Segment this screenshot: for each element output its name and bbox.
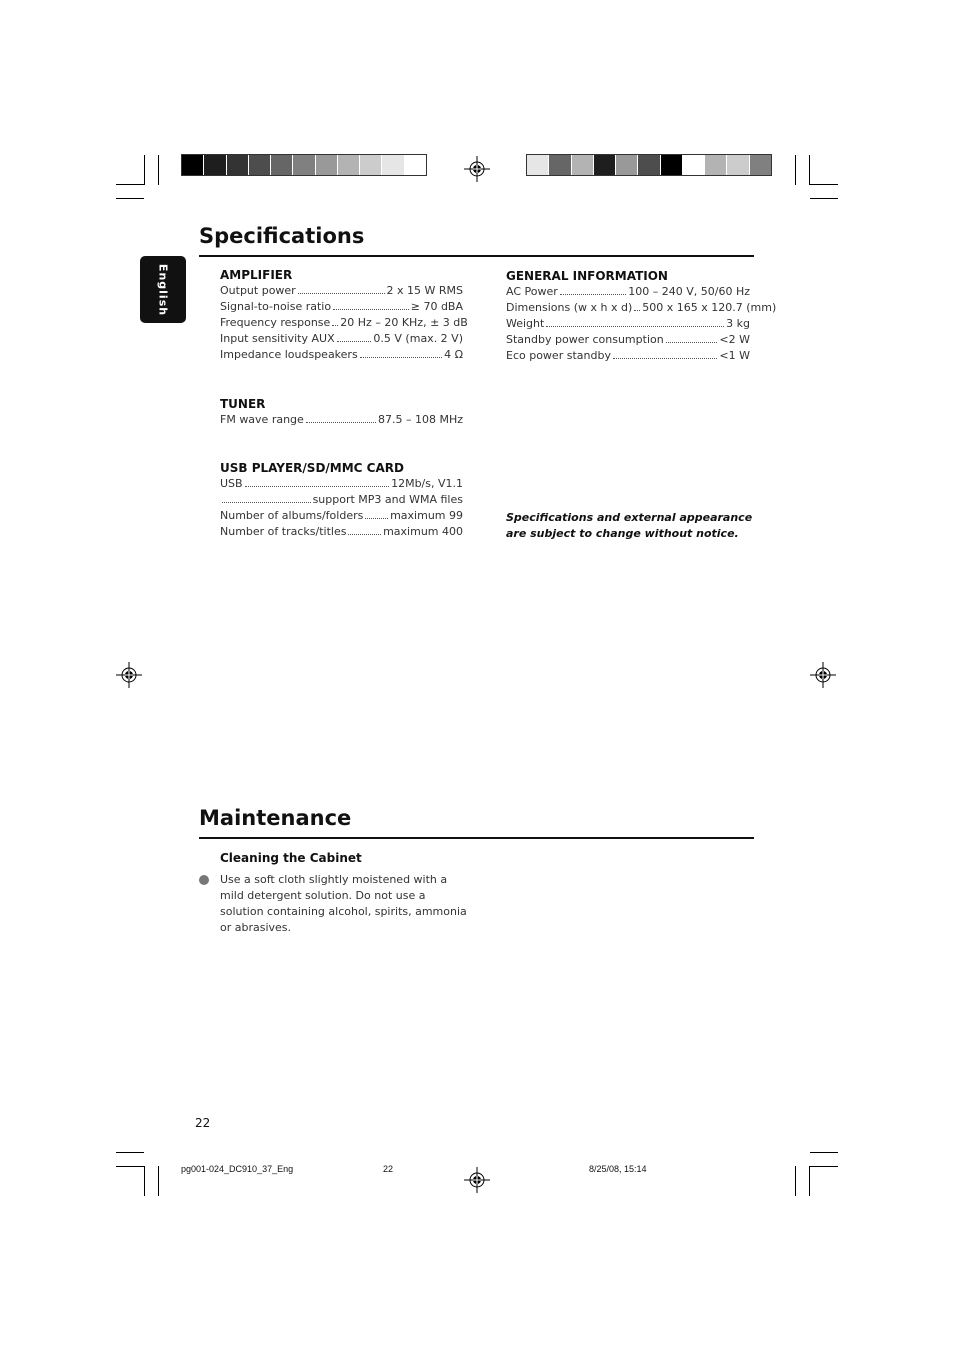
spec-value: maximum 400 xyxy=(383,525,463,538)
crop-mark xyxy=(144,155,145,185)
color-swatch xyxy=(616,155,638,175)
color-swatch xyxy=(727,155,749,175)
color-swatch xyxy=(182,155,204,175)
spec-value: ≥ 70 dBA xyxy=(410,300,463,313)
crop-mark xyxy=(810,1152,838,1153)
color-swatch xyxy=(683,155,705,175)
maintenance-title: Maintenance xyxy=(199,806,352,830)
registration-mark-icon xyxy=(464,156,490,182)
specifications-title: Specifications xyxy=(199,224,365,248)
specifications-rule xyxy=(199,255,754,257)
page-number: 22 xyxy=(195,1116,211,1130)
leader-dots xyxy=(613,358,717,359)
leader-dots xyxy=(546,326,724,327)
color-swatch xyxy=(405,155,426,175)
language-tab-label: English xyxy=(156,263,170,316)
general-information-heading: GENERAL INFORMATION xyxy=(506,269,668,283)
spec-label: Input sensitivity AUX xyxy=(220,332,335,345)
leader-dots xyxy=(298,293,385,294)
spec-value: 500 x 165 x 120.7 (mm) xyxy=(642,301,777,314)
crop-mark xyxy=(158,155,159,185)
amplifier-heading: AMPLIFIER xyxy=(220,268,293,282)
leader-dots xyxy=(337,341,372,342)
spec-value: maximum 99 xyxy=(390,509,463,522)
spec-value: 87.5 – 108 MHz xyxy=(377,413,463,426)
spec-label: Signal-to-noise ratio xyxy=(220,300,332,313)
leader-dots xyxy=(332,325,338,326)
footer-page: 22 xyxy=(383,1164,394,1174)
spec-label: Frequency response xyxy=(220,316,331,329)
leader-dots xyxy=(333,309,409,310)
spec-row xyxy=(220,284,463,300)
crop-mark xyxy=(809,155,810,185)
crop-mark xyxy=(810,1166,838,1167)
leader-dots xyxy=(245,486,389,487)
footer-file-name: pg001-024_DC910_37_Eng xyxy=(181,1164,294,1174)
spec-label: Weight xyxy=(506,317,545,330)
spec-value: 20 Hz – 20 KHz, ± 3 dB xyxy=(340,316,468,329)
color-swatch xyxy=(572,155,594,175)
color-swatch xyxy=(249,155,271,175)
spec-row xyxy=(506,285,750,301)
crop-mark xyxy=(810,198,838,199)
spec-row xyxy=(220,477,463,493)
spec-row xyxy=(220,509,463,525)
spec-row xyxy=(506,333,750,349)
color-swatch xyxy=(549,155,571,175)
color-swatch xyxy=(227,155,249,175)
spec-row xyxy=(220,493,463,509)
language-tab xyxy=(140,256,186,323)
color-swatch xyxy=(638,155,660,175)
leader-dots xyxy=(560,294,626,295)
registration-mark-icon xyxy=(810,662,836,688)
amplifier-spec-list xyxy=(220,284,468,364)
color-swatch xyxy=(316,155,338,175)
spec-value: <2 W xyxy=(719,333,750,346)
color-swatch xyxy=(360,155,382,175)
spec-label: Number of tracks/titles xyxy=(220,525,347,538)
spec-label: Output power xyxy=(220,284,296,297)
crop-mark xyxy=(795,1166,796,1196)
spec-row xyxy=(220,348,463,364)
color-swatch xyxy=(382,155,404,175)
spec-label: AC Power xyxy=(506,285,558,298)
general-information-spec-list xyxy=(506,285,777,365)
maintenance-rule xyxy=(199,837,754,839)
spec-row xyxy=(220,300,463,316)
cleaning-heading: Cleaning the Cabinet xyxy=(220,851,362,865)
color-swatch xyxy=(338,155,360,175)
crop-mark xyxy=(116,1152,144,1153)
change-notice: Specifications and external appearance are subject to change without notice. xyxy=(506,511,753,540)
crop-mark xyxy=(158,1166,159,1196)
leader-dots xyxy=(365,518,388,519)
color-swatch xyxy=(594,155,616,175)
spec-label: Eco power standby xyxy=(506,349,611,362)
spec-row xyxy=(220,413,463,429)
spec-row xyxy=(506,317,750,333)
spec-value: <1 W xyxy=(719,349,750,362)
spec-value: 4 Ω xyxy=(444,348,463,361)
bullet-icon xyxy=(199,875,209,885)
color-swatch xyxy=(204,155,226,175)
spec-row xyxy=(220,525,463,541)
spec-value: 2 x 15 W RMS xyxy=(386,284,463,297)
color-swatch xyxy=(750,155,771,175)
color-swatch xyxy=(527,155,549,175)
spec-label: Dimensions (w x h x d) xyxy=(506,301,633,314)
crop-mark xyxy=(809,1166,810,1196)
usb-heading: USB PLAYER/SD/MMC CARD xyxy=(220,461,404,475)
tuner-spec-list xyxy=(220,413,463,429)
crop-mark xyxy=(810,184,838,185)
registration-mark-icon xyxy=(464,1167,490,1193)
color-calibration-bar-right xyxy=(526,154,772,176)
spec-label: USB xyxy=(220,477,243,490)
spec-value: 12Mb/s, V1.1 xyxy=(391,477,463,490)
leader-dots xyxy=(360,357,442,358)
spec-row xyxy=(220,316,468,332)
spec-row xyxy=(220,332,463,348)
leader-dots xyxy=(634,310,640,311)
color-swatch xyxy=(661,155,683,175)
color-swatch xyxy=(271,155,293,175)
footer-date: 8/25/08, 15:14 xyxy=(589,1164,647,1174)
spec-row xyxy=(506,349,750,365)
spec-label: Number of albums/folders xyxy=(220,509,364,522)
spec-value: support MP3 and WMA files xyxy=(312,493,463,506)
color-calibration-bar-left xyxy=(181,154,427,176)
registration-mark-icon xyxy=(116,662,142,688)
crop-mark xyxy=(116,198,144,199)
leader-dots xyxy=(222,502,311,503)
spec-label: Standby power consumption xyxy=(506,333,664,346)
spec-row xyxy=(506,301,777,317)
crop-mark xyxy=(795,155,796,185)
usb-spec-list xyxy=(220,477,463,541)
spec-value: 3 kg xyxy=(726,317,750,330)
color-swatch xyxy=(293,155,315,175)
leader-dots xyxy=(666,342,718,343)
spec-value: 0.5 V (max. 2 V) xyxy=(373,332,463,345)
crop-mark xyxy=(116,184,144,185)
leader-dots xyxy=(306,422,376,423)
crop-mark xyxy=(144,1166,145,1196)
spec-value: 100 – 240 V, 50/60 Hz xyxy=(628,285,750,298)
crop-mark xyxy=(116,1166,144,1167)
color-swatch xyxy=(705,155,727,175)
leader-dots xyxy=(348,534,381,535)
spec-label: FM wave range xyxy=(220,413,304,426)
tuner-heading: TUNER xyxy=(220,397,266,411)
spec-label: Impedance loudspeakers xyxy=(220,348,358,361)
cleaning-instructions: Use a soft cloth slightly moistened with a mild detergent solution. Do not use a solution containing alcohol, spirits, ammonia or abrasives. xyxy=(220,873,467,934)
